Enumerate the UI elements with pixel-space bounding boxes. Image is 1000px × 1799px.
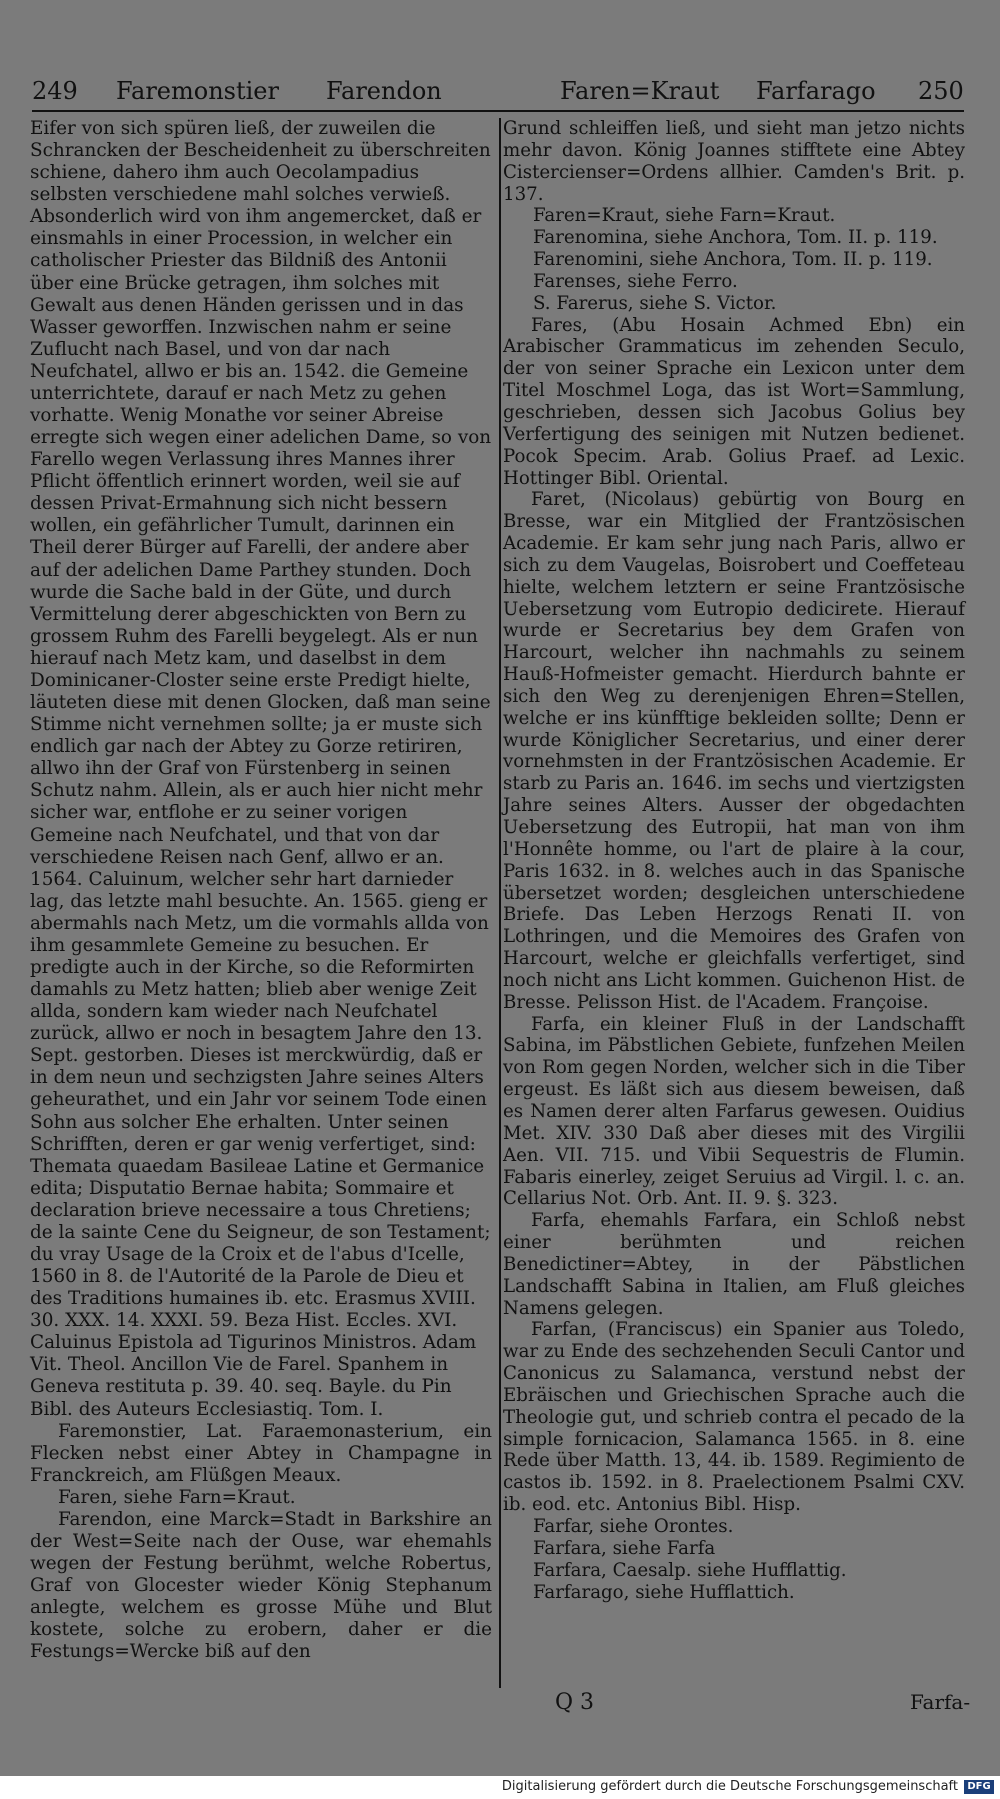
entry-faren-kraut: Faren=Kraut, siehe Farn=Kraut.	[533, 205, 836, 227]
left-running-head-2: Farendon	[326, 77, 442, 105]
entry-faret: Faret, (Nicolaus) gebürtig von Bourg en Bresse, war ein Mitglied der Frantzösischen Academie. Er kam sehr jung nach Paris, allwo er sich zu dem Vaugelas, Boisrobert und Coeffeteau hielte, welchem letztern er seine Frantzösische Uebersetzung vom Eutropio dedicirete. Hierauf wurde er Secretarius bey dem Grafen von Harcourt, welcher ihn nachmahls zu seinem Hauß-Hofmeister gemacht. Hierdurch bahnte er sich den Weg zu derenjenigen Ehren=Stellen, welche er ins künfftige bekleiden sollte; Denn er wurde Königlicher Secretarius, und einer derer vornehmsten in der Frantzösischen Academie. Er starb zu Paris an. 1646. im sechs und viertzigsten Jahre seines Alters. Ausser der obgedachten Uebersetzung des Eutropii, hat man von ihm l'Honnête homme, ou l'art de plaire à la cour, Paris 1632. in 8. welches auch in das Spanische übersetzet worden; desgleichen unterschiedene Briefe. Das Leben Herzogs Renati II. von Lothringen, und die Memoires des Grafen von Harcourt, welche er gleichfalls verfertiget, sind noch nicht ans Licht kommen. Guichenon Hist. de Bresse. Pelisson Hist. de l'Academ. Françoise.	[503, 489, 965, 1013]
entry-farel-continued: Eifer von sich spüren ließ, der zuweilen die Schrancken der Bescheidenheit zu überschreiten schiene, dahero ihm auch Oecolampadius selbsten verschiedene mahl solches verwieß. Absonderlich wird von ihm angemercket, daß er einsmahls in einer Procession, in welcher ein catholischer Priester das Bildniß des Antonii über eine Brücke getragen, ihm solches mit Gewalt aus denen Händen gerissen und in das Wasser geworffen. Inzwischen nahm er seine Zuflucht nach Basel, und von dar nach Neufchatel, allwo er bis an. 1542. die Gemeine unterrichtete, darauf er nach Metz zu gehen vorhatte. Wenig Monathe vor seiner Abreise erregte sich wegen einer adelichen Dame, so von Farello wegen Verlassung ihres Mannes ihrer Pflicht öffentlich erinnert worden, weil sie auf dessen Privat-Ermahnung sich nicht bessern wollen, ein gefährlicher Tumult, darinnen ein Theil derer Bürger auf Farelli, der andere aber auf der adelichen Dame Parthey stunden. Doch wurde die Sache bald in der Güte, und durch Vermittelung derer abgeschickten von Bern zu grossem Ruhm des Farelli beygelegt. Als er nun hierauf nach Metz kam, und daselbst in dem Dominicaner-Closter seine erste Predigt hielte, läuteten diese mit denen Glocken, daß man seine Stimme nicht vernehmen sollte; ja er muste sich endlich gar nach der Abtey zu Gorze retiriren, allwo ihn der Graf von Fürstenberg in seinen Schutz nahm. Allein, als er auch hier nicht mehr sicher war, entflohe er zu seiner vorigen Gemeine nach Neufchatel, und that von dar verschiedene Reisen nach Genf, allwo er an. 1564. Caluinum, welcher sehr hart darnieder lag, das letzte mahl besuchte. An. 1565. gieng er abermahls nach Metz, um die vormahls allda von ihm gesammlete Gemeine zu besuchen. Er predigte auch in der Kirche, so die Reformirten damahls zu Metz hatten; blieb aber wenige Zeit allda, sondern kam wieder nach Neufchatel zurück, allwo er noch in besagtem Jahre den 13. Sept. gestorben. Dieses ist merckwürdig, daß er in dem neun und sechzigsten Jahre seines Alters geheurathet, und ein Jahr vor seinem Tode einen Sohn aus solcher Ehe erhalten. Unter seinen Schrifften, deren er gar wenig verfertiget, sind: Themata quaedam Basileae Latine et Germanice edita; Disputatio Bernae habita; Sommaire et declaration brieve necessaire a tous Chretiens; de la sainte Cene du Seigneur, de son Testament; du vray Usage de la Croix et de l'abus d'Icelle, 1560 in 8. de l'Autorité de la Parole de Dieu et des Traditions humaines ib. etc. Erasmus XVIII. 30. XXX. 14. XXXI. 59. Beza Hist. Eccles. XVI. Caluinus Epistola ad Tigurinos Ministros. Adam Vit. Theol. Ancillon Vie de Farel. Spanhem in Geneva restituta p. 39. 40. seq. Bayle. du Pin Bibl. des Auteurs Ecclesiastiq. Tom. I.	[30, 118, 492, 1420]
signature-mark: Q 3	[555, 1690, 595, 1715]
entry-farfan: Farfan, (Franciscus) ein Spanier aus Toledo, war zu Ende des sechzehenden Seculi Cantor und Canonicus zu Salamanca, verstund nebst der Ebräischen und Griechischen Sprache auch die Theologie gut, und schrieb contra el pecado de la simple fornicacion, Salamanca 1565. in 8. eine Rede über Matth. 13, 44. ib. 1589. Regimiento de castos ib. 1592. in 8. Praelectionem Psalmi CXV. ib. eod. etc. Antonius Bibl. Hisp.	[503, 1319, 965, 1516]
entry-farfar: Farfar, siehe Orontes.	[533, 1516, 734, 1537]
left-running-head-1: Faremonstier	[116, 77, 279, 105]
header-rule	[32, 110, 964, 112]
entry-farenomini: Farenomini, siehe Anchora, Tom. II. p. 119.	[533, 249, 933, 271]
entry-farfarago: Farfarago, siehe Hufflattich.	[533, 1581, 795, 1603]
catchword: Farfa-	[910, 1690, 971, 1714]
right-running-head-2: Farfarago	[756, 77, 876, 105]
entry-farendon: Farendon, eine Marck=Stadt in Barkshire an der West=Seite nach der Ouse, war ehemahls wegen der Festung berühmt, welche Robertus, Graf von Glocester wieder König Stephanum anlegte, welchem es grosse Mühe und Blut kostete, solche zu erobern, daher er die Festungs=Wercke biß auf den	[30, 1508, 492, 1663]
entry-farfa-river: Farfa, ein kleiner Fluß in der Landschafft Sabina, im Päbstlichen Gebiete, funfzehen Meilen von Rom gegen Norden, welcher sich in die Tiber ergeust. Es läßt sich aus diesem beweisen, daß es Namen derer alten Farfarus gewesen. Ouidius Met. XIV. 330 Daß aber dieses mit des Virgilii Aen. VII. 715. und Vibii Sequestris de Flumin. Fabaris einerley, zeiget Seruius ad Virgil. l. c. an. Cellarius Not. Orb. Ant. II. 9. §. 323.	[503, 1013, 965, 1210]
entry-farfara-1: Farfara, siehe Farfa	[533, 1537, 716, 1559]
footer-credit: Digitalisierung gefördert durch die Deutsche Forschungsgemeinschaft	[501, 1779, 958, 1794]
right-running-head-1: Faren=Kraut	[560, 77, 720, 105]
digitization-footer	[0, 1776, 1000, 1799]
entry-farfara-2: Farfara, Caesalp. siehe Hufflattig.	[533, 1559, 847, 1581]
left-column	[30, 118, 492, 1663]
right-column	[503, 118, 965, 1603]
entry-faremonstier: Faremonstier, Lat. Faraemonasterium, ein Flecken nebst einer Abtey in Champagne in Franckreich, am Flüßgen Meaux.	[30, 1420, 492, 1486]
entry-faren: Faren, siehe Farn=Kraut.	[58, 1486, 296, 1508]
entry-fares: Fares, (Abu Hosain Achmed Ebn) ein Arabischer Grammaticus im zehenden Seculo, der von seiner Sprache ein Lexicon unter dem Titel Moschmel Loga, das ist Wort=Sammlung, geschrieben, dessen sich Jacobus Golius bey Verfertigung des seinigen mit Nutzen bedienet. Pocok Specim. Arab. Golius Praef. ad Lexic. Hottinger Bibl. Oriental.	[503, 314, 965, 489]
left-page-number: 249	[32, 77, 78, 105]
right-page-number: 250	[918, 77, 964, 105]
entry-s-farerus: S. Farerus, siehe S. Victor.	[533, 292, 777, 314]
dfg-logo: DFG	[964, 1780, 994, 1794]
column-divider	[499, 118, 501, 1688]
entry-farenses: Farenses, siehe Ferro.	[533, 270, 738, 292]
entry-farfa-castle: Farfa, ehemahls Farfara, ein Schloß nebst einer berühmten und reichen Benedictiner=Abtey, in der Päbstlichen Landschafft Sabina in Italien, am Fluß gleiches Namens gelegen.	[503, 1210, 965, 1319]
entry-farendon-continued: Grund schleiffen ließ, und sieht man jetzo nichts mehr davon. König Joannes stifftete eine Abtey Cistercienser=Ordens allhier. Camden's Brit. p. 137.	[503, 118, 965, 205]
entry-farenomina: Farenomina, siehe Anchora, Tom. II. p. 119.	[533, 227, 938, 249]
